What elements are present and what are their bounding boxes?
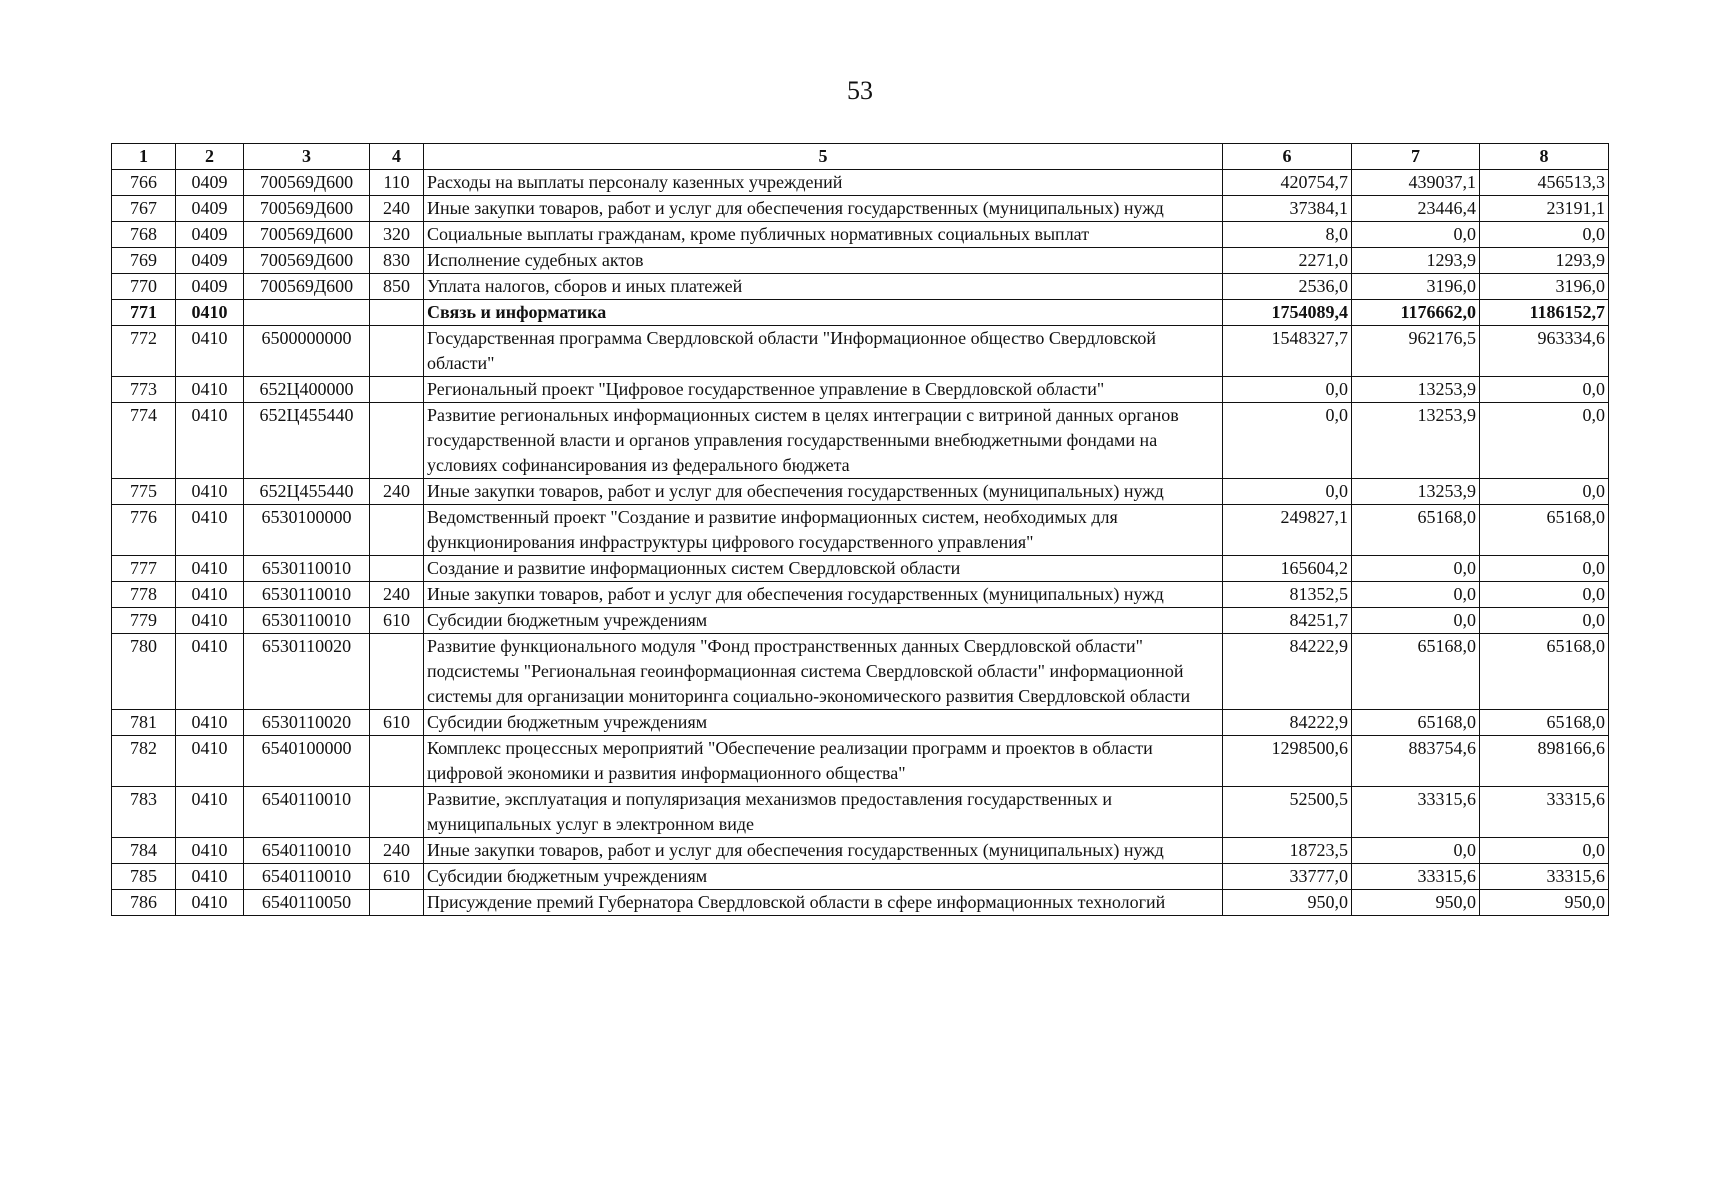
amount-column-7: 962176,5 <box>1352 326 1480 377</box>
amount-column-8: 0,0 <box>1480 582 1609 608</box>
item-name: Создание и развитие информационных систем Свердловской области <box>424 556 1223 582</box>
table-row <box>112 736 1609 787</box>
column-header: 5 <box>424 144 1223 170</box>
amount-column-6: 18723,5 <box>1223 838 1352 864</box>
amount-column-6: 81352,5 <box>1223 582 1352 608</box>
amount-column-6: 84251,7 <box>1223 608 1352 634</box>
target-article-code: 6540110050 <box>244 890 370 916</box>
amount-column-8: 0,0 <box>1480 608 1609 634</box>
amount-column-8: 898166,6 <box>1480 736 1609 787</box>
expense-type-code <box>370 326 424 377</box>
item-name: Иные закупки товаров, работ и услуг для обеспечения государственных (муниципальных) нужд <box>424 838 1223 864</box>
amount-column-8: 456513,3 <box>1480 170 1609 196</box>
column-header: 7 <box>1352 144 1480 170</box>
expense-type-code: 240 <box>370 582 424 608</box>
target-article-code: 6540110010 <box>244 838 370 864</box>
amount-column-7: 13253,9 <box>1352 479 1480 505</box>
expense-type-code: 240 <box>370 479 424 505</box>
table-row <box>112 248 1609 274</box>
target-article-code: 6530110010 <box>244 582 370 608</box>
section-code: 0409 <box>176 196 244 222</box>
section-code: 0410 <box>176 403 244 479</box>
row-number: 772 <box>112 326 176 377</box>
item-name: Иные закупки товаров, работ и услуг для обеспечения государственных (муниципальных) нужд <box>424 196 1223 222</box>
target-article-code: 6530110010 <box>244 556 370 582</box>
amount-column-6: 0,0 <box>1223 403 1352 479</box>
expense-type-code: 850 <box>370 274 424 300</box>
table-row <box>112 608 1609 634</box>
amount-column-8: 33315,6 <box>1480 864 1609 890</box>
target-article-code: 6530110020 <box>244 634 370 710</box>
item-name: Уплата налогов, сборов и иных платежей <box>424 274 1223 300</box>
target-article-code: 6530110020 <box>244 710 370 736</box>
section-code: 0410 <box>176 556 244 582</box>
row-number: 767 <box>112 196 176 222</box>
amount-column-8: 0,0 <box>1480 377 1609 403</box>
expense-type-code <box>370 377 424 403</box>
target-article-code: 652Ц455440 <box>244 479 370 505</box>
table-row <box>112 582 1609 608</box>
amount-column-6: 1754089,4 <box>1223 300 1352 326</box>
amount-column-6: 165604,2 <box>1223 556 1352 582</box>
target-article-code: 6530110010 <box>244 608 370 634</box>
amount-column-8: 0,0 <box>1480 222 1609 248</box>
amount-column-6: 2271,0 <box>1223 248 1352 274</box>
target-article-code: 700569Д600 <box>244 170 370 196</box>
amount-column-8: 1186152,7 <box>1480 300 1609 326</box>
amount-column-7: 0,0 <box>1352 582 1480 608</box>
expense-type-code <box>370 890 424 916</box>
item-name: Связь и информатика <box>424 300 1223 326</box>
item-name: Иные закупки товаров, работ и услуг для обеспечения государственных (муниципальных) нужд <box>424 582 1223 608</box>
amount-column-6: 0,0 <box>1223 479 1352 505</box>
expense-type-code: 240 <box>370 196 424 222</box>
table-row <box>112 274 1609 300</box>
section-code: 0410 <box>176 505 244 556</box>
table-body <box>112 170 1609 916</box>
expense-type-code <box>370 300 424 326</box>
amount-column-7: 0,0 <box>1352 838 1480 864</box>
item-name: Субсидии бюджетным учреждениям <box>424 608 1223 634</box>
amount-column-7: 0,0 <box>1352 222 1480 248</box>
section-code: 0409 <box>176 248 244 274</box>
item-name: Иные закупки товаров, работ и услуг для обеспечения государственных (муниципальных) нужд <box>424 479 1223 505</box>
section-code: 0409 <box>176 170 244 196</box>
amount-column-6: 950,0 <box>1223 890 1352 916</box>
expense-type-code <box>370 634 424 710</box>
amount-column-7: 1293,9 <box>1352 248 1480 274</box>
section-code: 0410 <box>176 710 244 736</box>
expense-type-code: 320 <box>370 222 424 248</box>
expense-type-code: 240 <box>370 838 424 864</box>
amount-column-6: 420754,7 <box>1223 170 1352 196</box>
row-number: 769 <box>112 248 176 274</box>
expense-type-code <box>370 505 424 556</box>
amount-column-6: 52500,5 <box>1223 787 1352 838</box>
row-number: 770 <box>112 274 176 300</box>
item-name: Социальные выплаты гражданам, кроме публичных нормативных социальных выплат <box>424 222 1223 248</box>
section-code: 0410 <box>176 608 244 634</box>
row-number: 774 <box>112 403 176 479</box>
table-row <box>112 505 1609 556</box>
target-article-code: 700569Д600 <box>244 196 370 222</box>
item-name: Развитие региональных информационных систем в целях интеграции с витриной данных органов государственной власти и органов управления государственными внебюджетными фондами на условиях софинансирования из федерального бюджета <box>424 403 1223 479</box>
section-code: 0410 <box>176 582 244 608</box>
target-article-code: 6540110010 <box>244 864 370 890</box>
section-code: 0410 <box>176 326 244 377</box>
section-code: 0410 <box>176 838 244 864</box>
amount-column-8: 3196,0 <box>1480 274 1609 300</box>
table-row <box>112 300 1609 326</box>
target-article-code: 652Ц400000 <box>244 377 370 403</box>
item-name: Развитие функционального модуля "Фонд пространственных данных Свердловской области" подсистемы "Региональная геоинформационная система Свердловской области" информационной системы для организации мониторинга социально-экономического развития Свердловской области <box>424 634 1223 710</box>
table-row <box>112 170 1609 196</box>
expense-type-code: 610 <box>370 710 424 736</box>
amount-column-6: 84222,9 <box>1223 710 1352 736</box>
target-article-code: 6530100000 <box>244 505 370 556</box>
amount-column-8: 1293,9 <box>1480 248 1609 274</box>
expense-type-code <box>370 556 424 582</box>
section-code: 0410 <box>176 864 244 890</box>
amount-column-7: 439037,1 <box>1352 170 1480 196</box>
amount-column-6: 1548327,7 <box>1223 326 1352 377</box>
amount-column-6: 8,0 <box>1223 222 1352 248</box>
section-code: 0410 <box>176 634 244 710</box>
item-name: Государственная программа Свердловской области "Информационное общество Свердловской области" <box>424 326 1223 377</box>
expense-type-code: 610 <box>370 608 424 634</box>
amount-column-7: 950,0 <box>1352 890 1480 916</box>
amount-column-6: 84222,9 <box>1223 634 1352 710</box>
amount-column-7: 883754,6 <box>1352 736 1480 787</box>
row-number: 779 <box>112 608 176 634</box>
expense-type-code: 610 <box>370 864 424 890</box>
amount-column-8: 0,0 <box>1480 838 1609 864</box>
column-header: 1 <box>112 144 176 170</box>
amount-column-7: 65168,0 <box>1352 634 1480 710</box>
row-number: 766 <box>112 170 176 196</box>
row-number: 781 <box>112 710 176 736</box>
expense-type-code <box>370 736 424 787</box>
table-row <box>112 196 1609 222</box>
expense-type-code: 110 <box>370 170 424 196</box>
table-row <box>112 710 1609 736</box>
target-article-code: 700569Д600 <box>244 274 370 300</box>
item-name: Развитие, эксплуатация и популяризация механизмов предоставления государственных и муниципальных услуг в электронном виде <box>424 787 1223 838</box>
amount-column-6: 0,0 <box>1223 377 1352 403</box>
section-code: 0410 <box>176 736 244 787</box>
section-code: 0409 <box>176 222 244 248</box>
expense-type-code <box>370 787 424 838</box>
item-name: Расходы на выплаты персоналу казенных учреждений <box>424 170 1223 196</box>
expense-type-code: 830 <box>370 248 424 274</box>
table-row <box>112 838 1609 864</box>
amount-column-7: 23446,4 <box>1352 196 1480 222</box>
item-name: Региональный проект "Цифровое государственное управление в Свердловской области" <box>424 377 1223 403</box>
item-name: Ведомственный проект "Создание и развитие информационных систем, необходимых для функционирования инфраструктуры цифрового государственного управления" <box>424 505 1223 556</box>
item-name: Исполнение судебных актов <box>424 248 1223 274</box>
item-name: Комплекс процессных мероприятий "Обеспечение реализации программ и проектов в области цифровой экономики и развития информационного общества" <box>424 736 1223 787</box>
target-article-code: 6540100000 <box>244 736 370 787</box>
row-number: 786 <box>112 890 176 916</box>
amount-column-8: 33315,6 <box>1480 787 1609 838</box>
table-row <box>112 377 1609 403</box>
amount-column-8: 0,0 <box>1480 556 1609 582</box>
target-article-code: 652Ц455440 <box>244 403 370 479</box>
amount-column-7: 65168,0 <box>1352 710 1480 736</box>
row-number: 771 <box>112 300 176 326</box>
amount-column-8: 950,0 <box>1480 890 1609 916</box>
table-row <box>112 403 1609 479</box>
row-number: 776 <box>112 505 176 556</box>
table-row <box>112 634 1609 710</box>
row-number: 782 <box>112 736 176 787</box>
section-code: 0410 <box>176 479 244 505</box>
section-code: 0409 <box>176 274 244 300</box>
section-code: 0410 <box>176 890 244 916</box>
amount-column-7: 13253,9 <box>1352 377 1480 403</box>
amount-column-8: 65168,0 <box>1480 710 1609 736</box>
section-code: 0410 <box>176 377 244 403</box>
row-number: 784 <box>112 838 176 864</box>
amount-column-6: 2536,0 <box>1223 274 1352 300</box>
row-number: 773 <box>112 377 176 403</box>
amount-column-6: 37384,1 <box>1223 196 1352 222</box>
target-article-code: 6540110010 <box>244 787 370 838</box>
amount-column-7: 0,0 <box>1352 556 1480 582</box>
item-name: Субсидии бюджетным учреждениям <box>424 710 1223 736</box>
column-header: 2 <box>176 144 244 170</box>
budget-table <box>111 143 1609 916</box>
amount-column-8: 65168,0 <box>1480 634 1609 710</box>
amount-column-8: 963334,6 <box>1480 326 1609 377</box>
amount-column-7: 1176662,0 <box>1352 300 1480 326</box>
amount-column-7: 13253,9 <box>1352 403 1480 479</box>
header-row <box>112 144 1609 170</box>
section-code: 0410 <box>176 787 244 838</box>
table-row <box>112 222 1609 248</box>
table-row <box>112 479 1609 505</box>
table-row <box>112 326 1609 377</box>
item-name: Присуждение премий Губернатора Свердловской области в сфере информационных технологий <box>424 890 1223 916</box>
table-row <box>112 864 1609 890</box>
amount-column-6: 1298500,6 <box>1223 736 1352 787</box>
amount-column-6: 249827,1 <box>1223 505 1352 556</box>
amount-column-7: 33315,6 <box>1352 864 1480 890</box>
target-article-code: 700569Д600 <box>244 222 370 248</box>
amount-column-7: 3196,0 <box>1352 274 1480 300</box>
amount-column-8: 0,0 <box>1480 403 1609 479</box>
column-header: 4 <box>370 144 424 170</box>
target-article-code: 6500000000 <box>244 326 370 377</box>
row-number: 768 <box>112 222 176 248</box>
row-number: 775 <box>112 479 176 505</box>
target-article-code: 700569Д600 <box>244 248 370 274</box>
amount-column-6: 33777,0 <box>1223 864 1352 890</box>
amount-column-8: 65168,0 <box>1480 505 1609 556</box>
column-header: 8 <box>1480 144 1609 170</box>
table-row <box>112 556 1609 582</box>
column-header: 3 <box>244 144 370 170</box>
row-number: 778 <box>112 582 176 608</box>
amount-column-7: 0,0 <box>1352 608 1480 634</box>
table-row <box>112 787 1609 838</box>
section-code: 0410 <box>176 300 244 326</box>
column-header: 6 <box>1223 144 1352 170</box>
row-number: 780 <box>112 634 176 710</box>
amount-column-8: 23191,1 <box>1480 196 1609 222</box>
item-name: Субсидии бюджетным учреждениям <box>424 864 1223 890</box>
amount-column-7: 33315,6 <box>1352 787 1480 838</box>
page-number: 53 <box>847 76 873 105</box>
amount-column-7: 65168,0 <box>1352 505 1480 556</box>
row-number: 785 <box>112 864 176 890</box>
row-number: 783 <box>112 787 176 838</box>
row-number: 777 <box>112 556 176 582</box>
table-row <box>112 890 1609 916</box>
expense-type-code <box>370 403 424 479</box>
amount-column-8: 0,0 <box>1480 479 1609 505</box>
target-article-code <box>244 300 370 326</box>
